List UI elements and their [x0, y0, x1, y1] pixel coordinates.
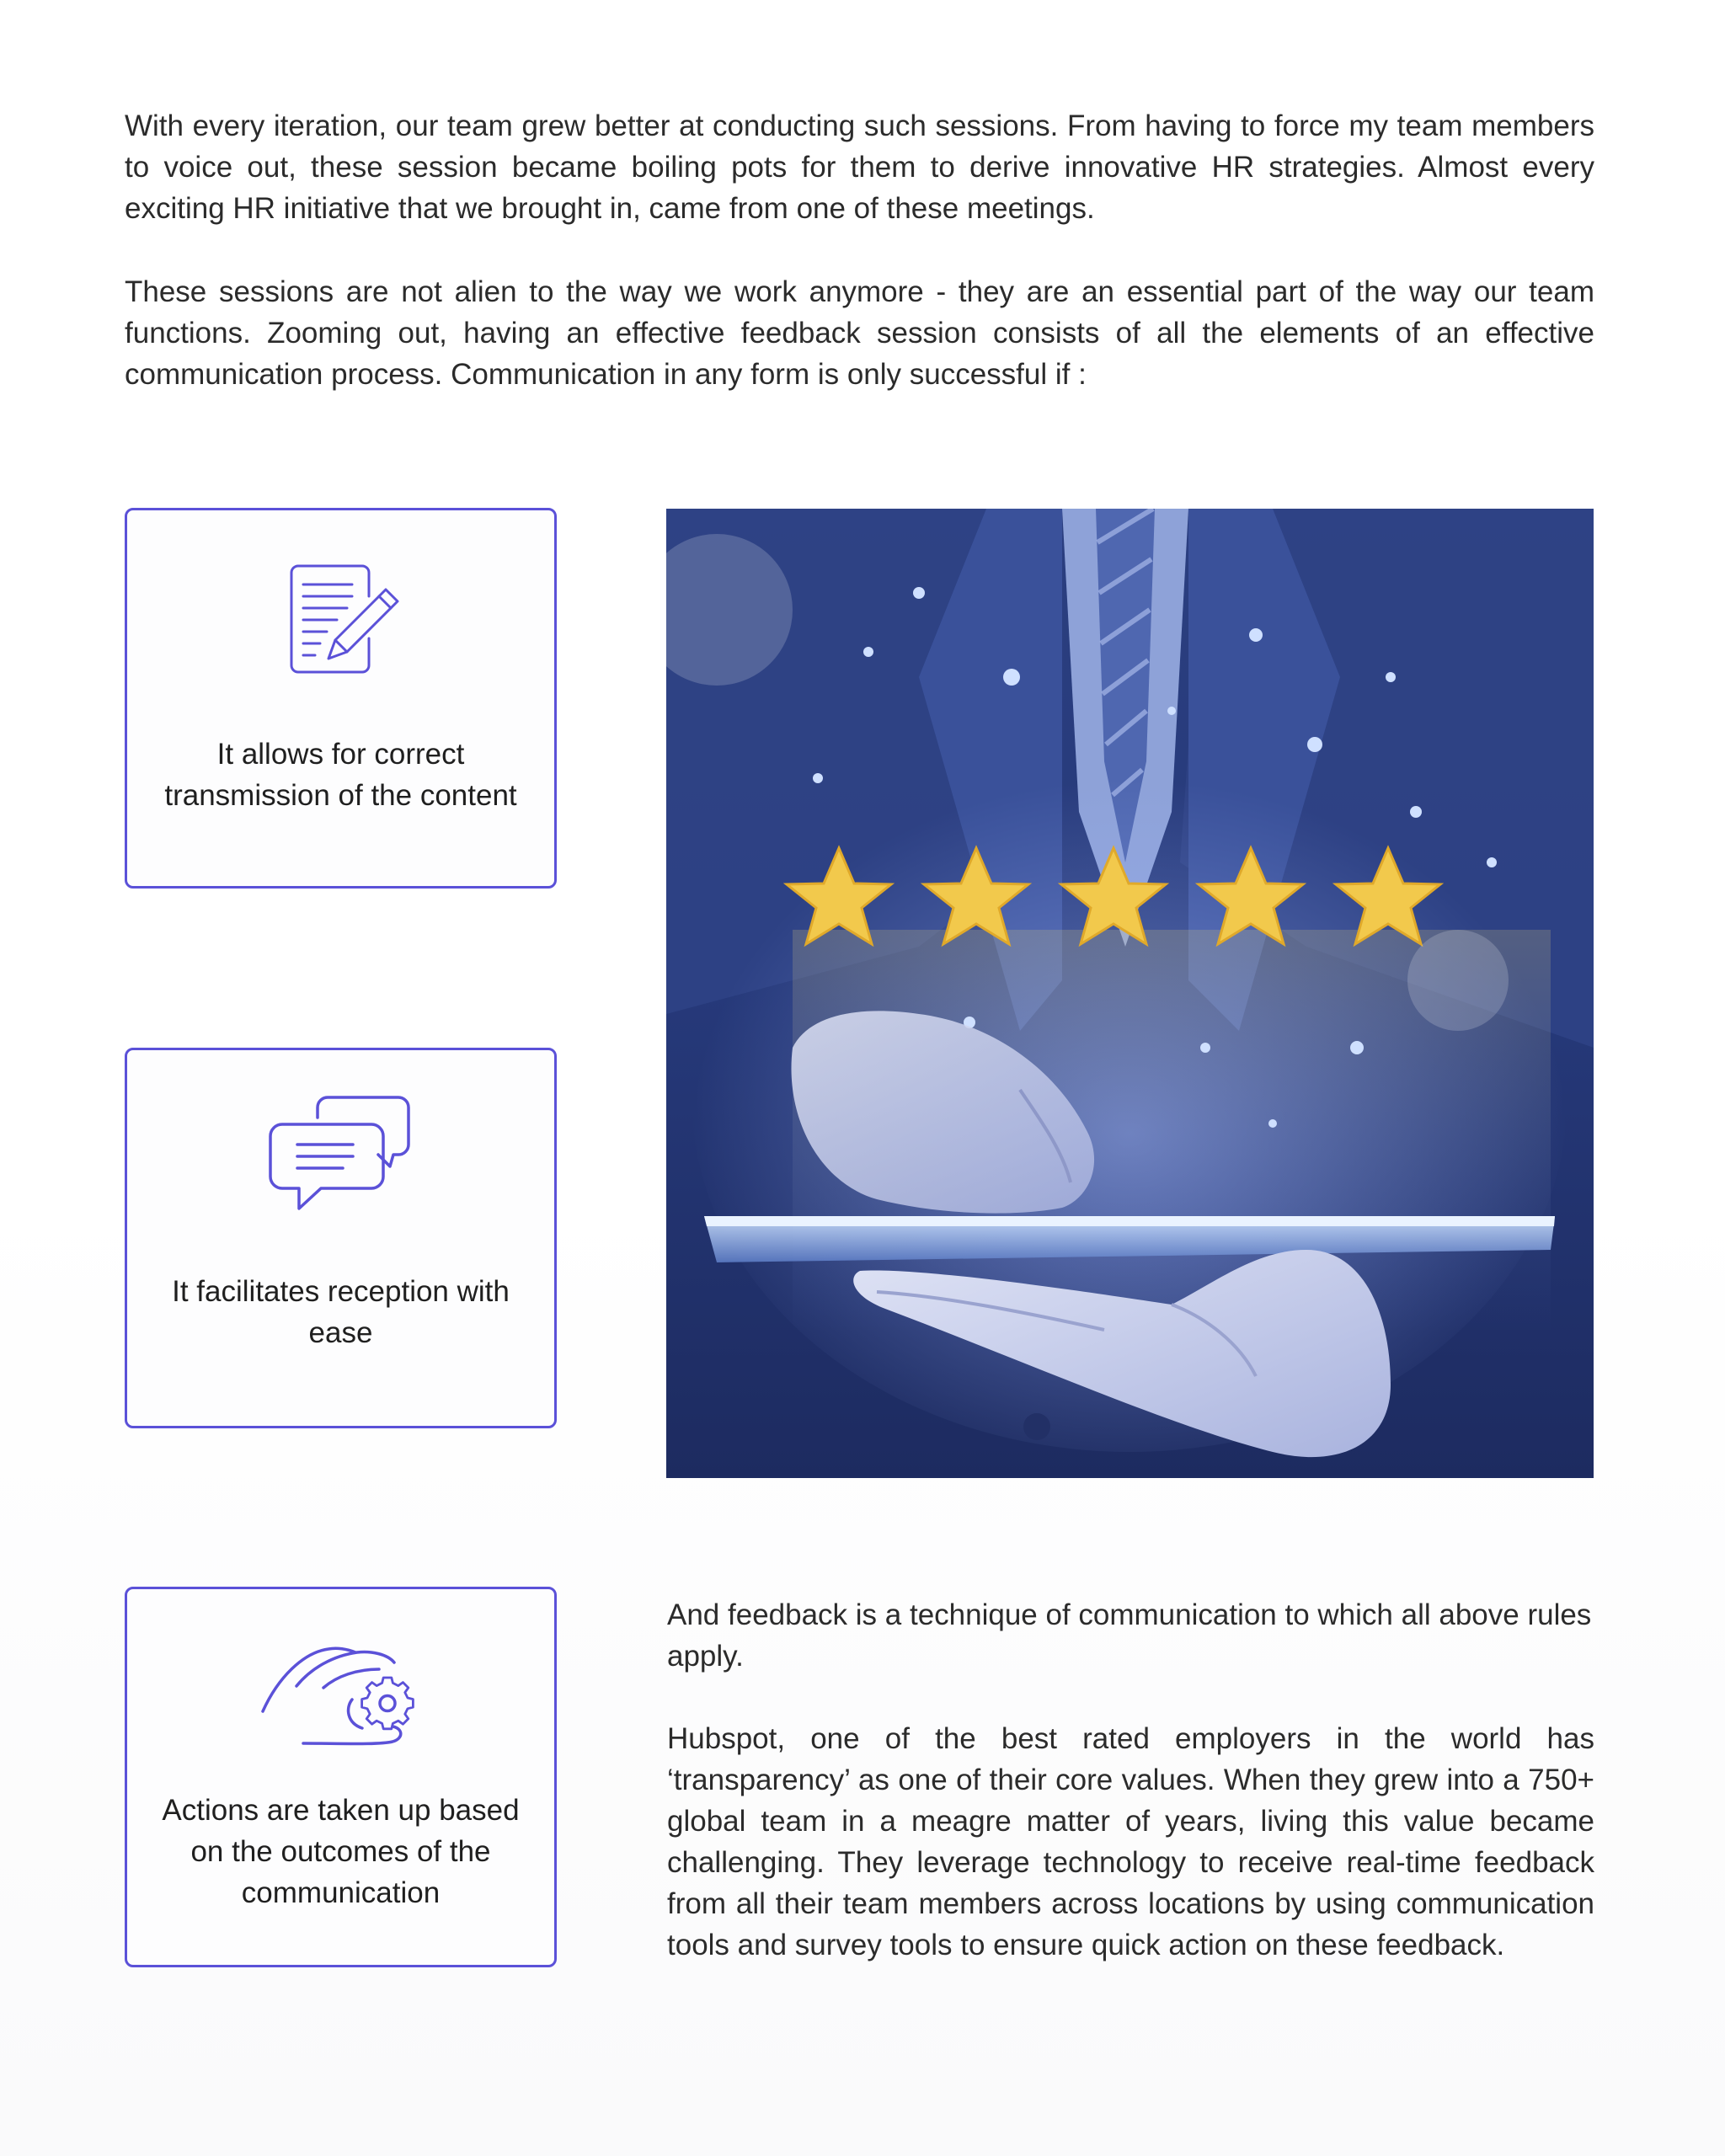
- chat-bubbles-icon: [265, 1092, 417, 1227]
- five-star-rating-image: [666, 509, 1594, 1478]
- criterion-card-transmission: [125, 508, 557, 889]
- body-paragraph-2: Hubspot, one of the best rated employers in the world has ‘transparency’ as one of their core values. When they grew into a 750+ global team in a meagre matter of years, living this value became challenging. They leverage technology to receive real-time feedback from all their team members across locations by using communication tools and survey tools to ensure quick action on these feedback.: [667, 1722, 1594, 1961]
- intro-paragraph-1: With every iteration, our team grew better at conducting such sessions. From having to force my team members to voice out, these session became boiling pots for them to derive innovative HR strategies. Almost every exciting HR initiative that we brought in, came from one of these meetings.: [125, 109, 1594, 225]
- intro-paragraph-2: These sessions are not alien to the way we work anymore - they are an essential part of the way our team functions. Zooming out, having an effective feedback session consists of all the elements of an effective communication process. Communication in any form is only successful if :: [125, 275, 1594, 391]
- criterion-card-actions: [125, 1587, 557, 1967]
- card-text: Actions are taken up based on the outcomes of the communication: [162, 1794, 520, 1909]
- card-text: It allows for correct transmission of the content: [164, 738, 517, 812]
- criterion-card-reception: [125, 1048, 557, 1428]
- card-text: It facilitates reception with ease: [172, 1275, 510, 1349]
- body-paragraph-1: And feedback is a technique of communication to which all above rules apply.: [667, 1598, 1592, 1673]
- document-edit-icon: [278, 561, 404, 679]
- hand-gear-icon: [253, 1636, 430, 1762]
